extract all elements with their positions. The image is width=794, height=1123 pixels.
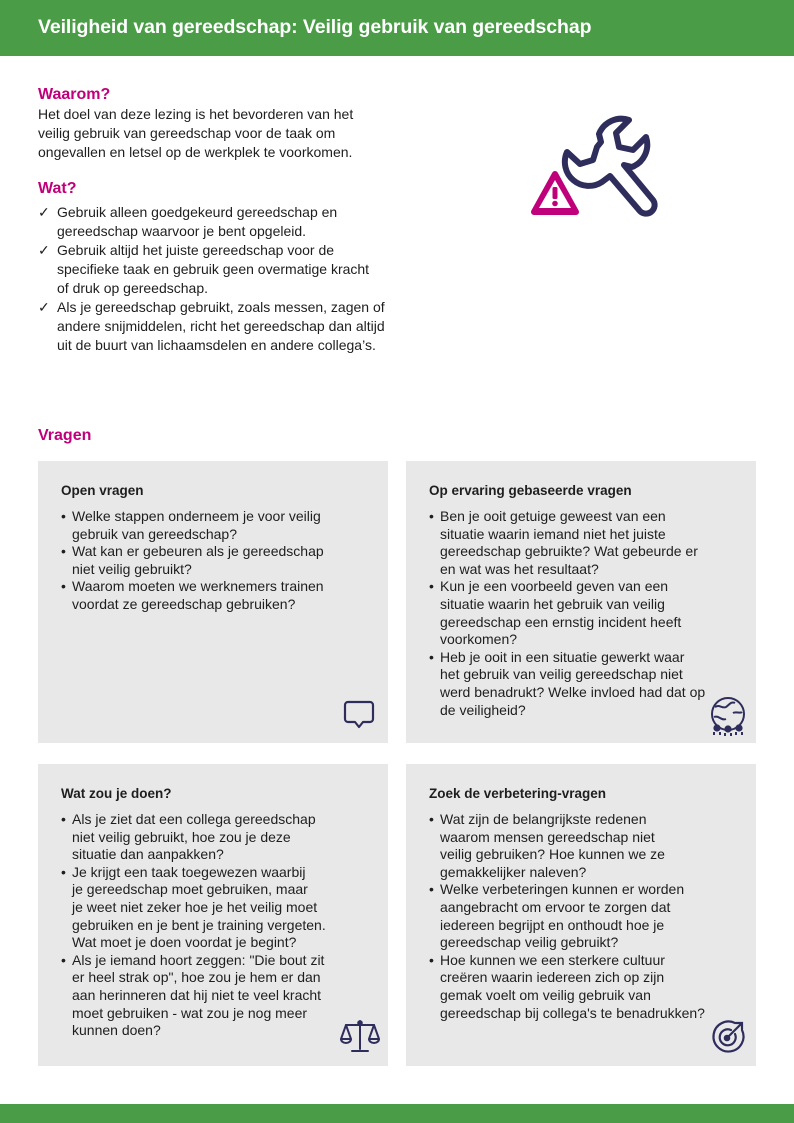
bullet-icon: • (61, 578, 66, 595)
bullet-icon: • (429, 508, 434, 524)
why-paragraph (38, 105, 438, 162)
why-line: veilig gebruik van gereedschap voor de taak om (38, 125, 336, 141)
bullet-icon: • (429, 951, 434, 968)
bullet-icon: • (61, 508, 66, 524)
what-heading: Wat? (38, 180, 77, 197)
list-item: • Kun je een voorbeeld geven van een situatie waarin het gebruik van veilig gereedschap een ernstig incident heeft voorkomen? (429, 578, 682, 648)
header-bar (0, 0, 794, 56)
list-item: • Waarom moeten we werknemers trainen voordat ze gereedschap gebruiken? (61, 578, 324, 612)
target-icon (709, 1018, 747, 1056)
card-title: Op ervaring gebaseerde vragen (429, 483, 632, 498)
question-list (61, 508, 324, 614)
why-line: Het doel van deze lezing is het bevorderen van het (38, 106, 354, 122)
question-list (61, 811, 326, 1040)
bullet-icon: • (429, 881, 434, 898)
list-item: • Wat zijn de belangrijkste redenen waarom mensen gereedschap niet veilig gebruiken? Hoe kunnen we ze gemakkelijker naleven? (429, 811, 665, 880)
why-line: ongevallen en letsel op de werkplek te voorkomen. (38, 144, 353, 160)
card-title: Zoek de verbetering-vragen (429, 786, 607, 801)
page-title: Veiligheid van gereedschap: Veilig gebruik van gereedschap (38, 16, 592, 38)
question-list (429, 811, 705, 1022)
card-experience-questions (406, 461, 756, 743)
checklist-item: ✓ Gebruik alleen goedgekeurd gereedschap en gereedschap waarvoor je bent opgeleid. (38, 204, 338, 239)
list-item: • Welke verbeteringen kunnen er worden aangebracht om ervoor te zorgen dat iedereen begrijpt en onthoudt hoe je gereedschap veilig gebruikt? (429, 881, 685, 951)
list-item: • Als je ziet dat een collega gereedschap niet veilig gebruikt, hoe zou je deze situatie dan aanpakken? (61, 811, 316, 863)
globe-people-icon (707, 695, 749, 737)
checklist-item: ✓ Als je gereedschap gebruikt, zoals messen, zagen of andere snijmiddelen, richt het gereedschap dan altijd uit de buurt van lichaamsdelen en andere collega’s. (38, 299, 385, 353)
bullet-icon: • (429, 811, 434, 827)
card-improvement-questions (406, 764, 756, 1066)
list-item: • Je krijgt een taak toegewezen waarbij je gereedschap moet gebruiken, maar je weet niet zeker hoe je het veilig moet gebruiken en je bent je training vergeten. Wat moet je doen voordat je begint? (61, 863, 326, 951)
why-heading: Waarom? (38, 86, 111, 103)
bullet-icon: • (61, 863, 66, 880)
card-open-questions (38, 461, 388, 743)
list-item: • Welke stappen onderneem je voor veilig gebruik van gereedschap? (61, 508, 321, 542)
bullet-icon: • (429, 648, 434, 665)
wrench-warning-icon (525, 112, 675, 222)
speech-bubble-icon (343, 699, 375, 733)
questions-heading: Vragen (38, 427, 92, 444)
checklist-item: ✓ Gebruik altijd het juiste gereedschap voor de specifieke taak en gebruik geen overmatige kracht of druk op gereedschap. (38, 242, 370, 296)
bullet-icon: • (61, 543, 66, 560)
scales-icon (340, 1018, 380, 1054)
footer-bar (0, 1104, 794, 1123)
list-item: • Heb je ooit in een situatie gewerkt waar het gebruik van veilig gereedschap niet werd benadrukt? Welke invloed had dat op de veiligheid? (429, 648, 706, 718)
card-what-would-you-do (38, 764, 388, 1066)
list-item: • Als je iemand hoort zeggen: "Die bout zit er heel strak op", hoe zou je hem er dan aan herinneren dat hij niet te veel kracht moet gebruiken - wat zou je nog meer kunnen doen? (61, 951, 325, 1039)
bullet-icon: • (61, 951, 66, 968)
card-title: Wat zou je doen? (61, 786, 172, 801)
bullet-icon: • (61, 811, 66, 827)
check-icon: ✓ (38, 204, 50, 220)
what-checklist (38, 203, 438, 355)
list-item: • Ben je ooit getuige geweest van een situatie waarin iemand niet het juiste gereedschap gebruikte? Wat gebeurde er en wat was het resultaat? (429, 508, 698, 577)
list-item: • Wat kan er gebeuren als je gereedschap niet veilig gebruikt? (61, 543, 324, 577)
list-item: • Hoe kunnen we een sterkere cultuur creëren waarin iedereen zich op zijn gemak voelt om veilig gebruik van gereedschap bij collega's te benadrukken? (429, 951, 705, 1021)
check-icon: ✓ (38, 299, 50, 315)
question-list (429, 508, 705, 719)
check-icon: ✓ (38, 242, 50, 258)
card-title: Open vragen (61, 483, 144, 498)
bullet-icon: • (429, 578, 434, 595)
